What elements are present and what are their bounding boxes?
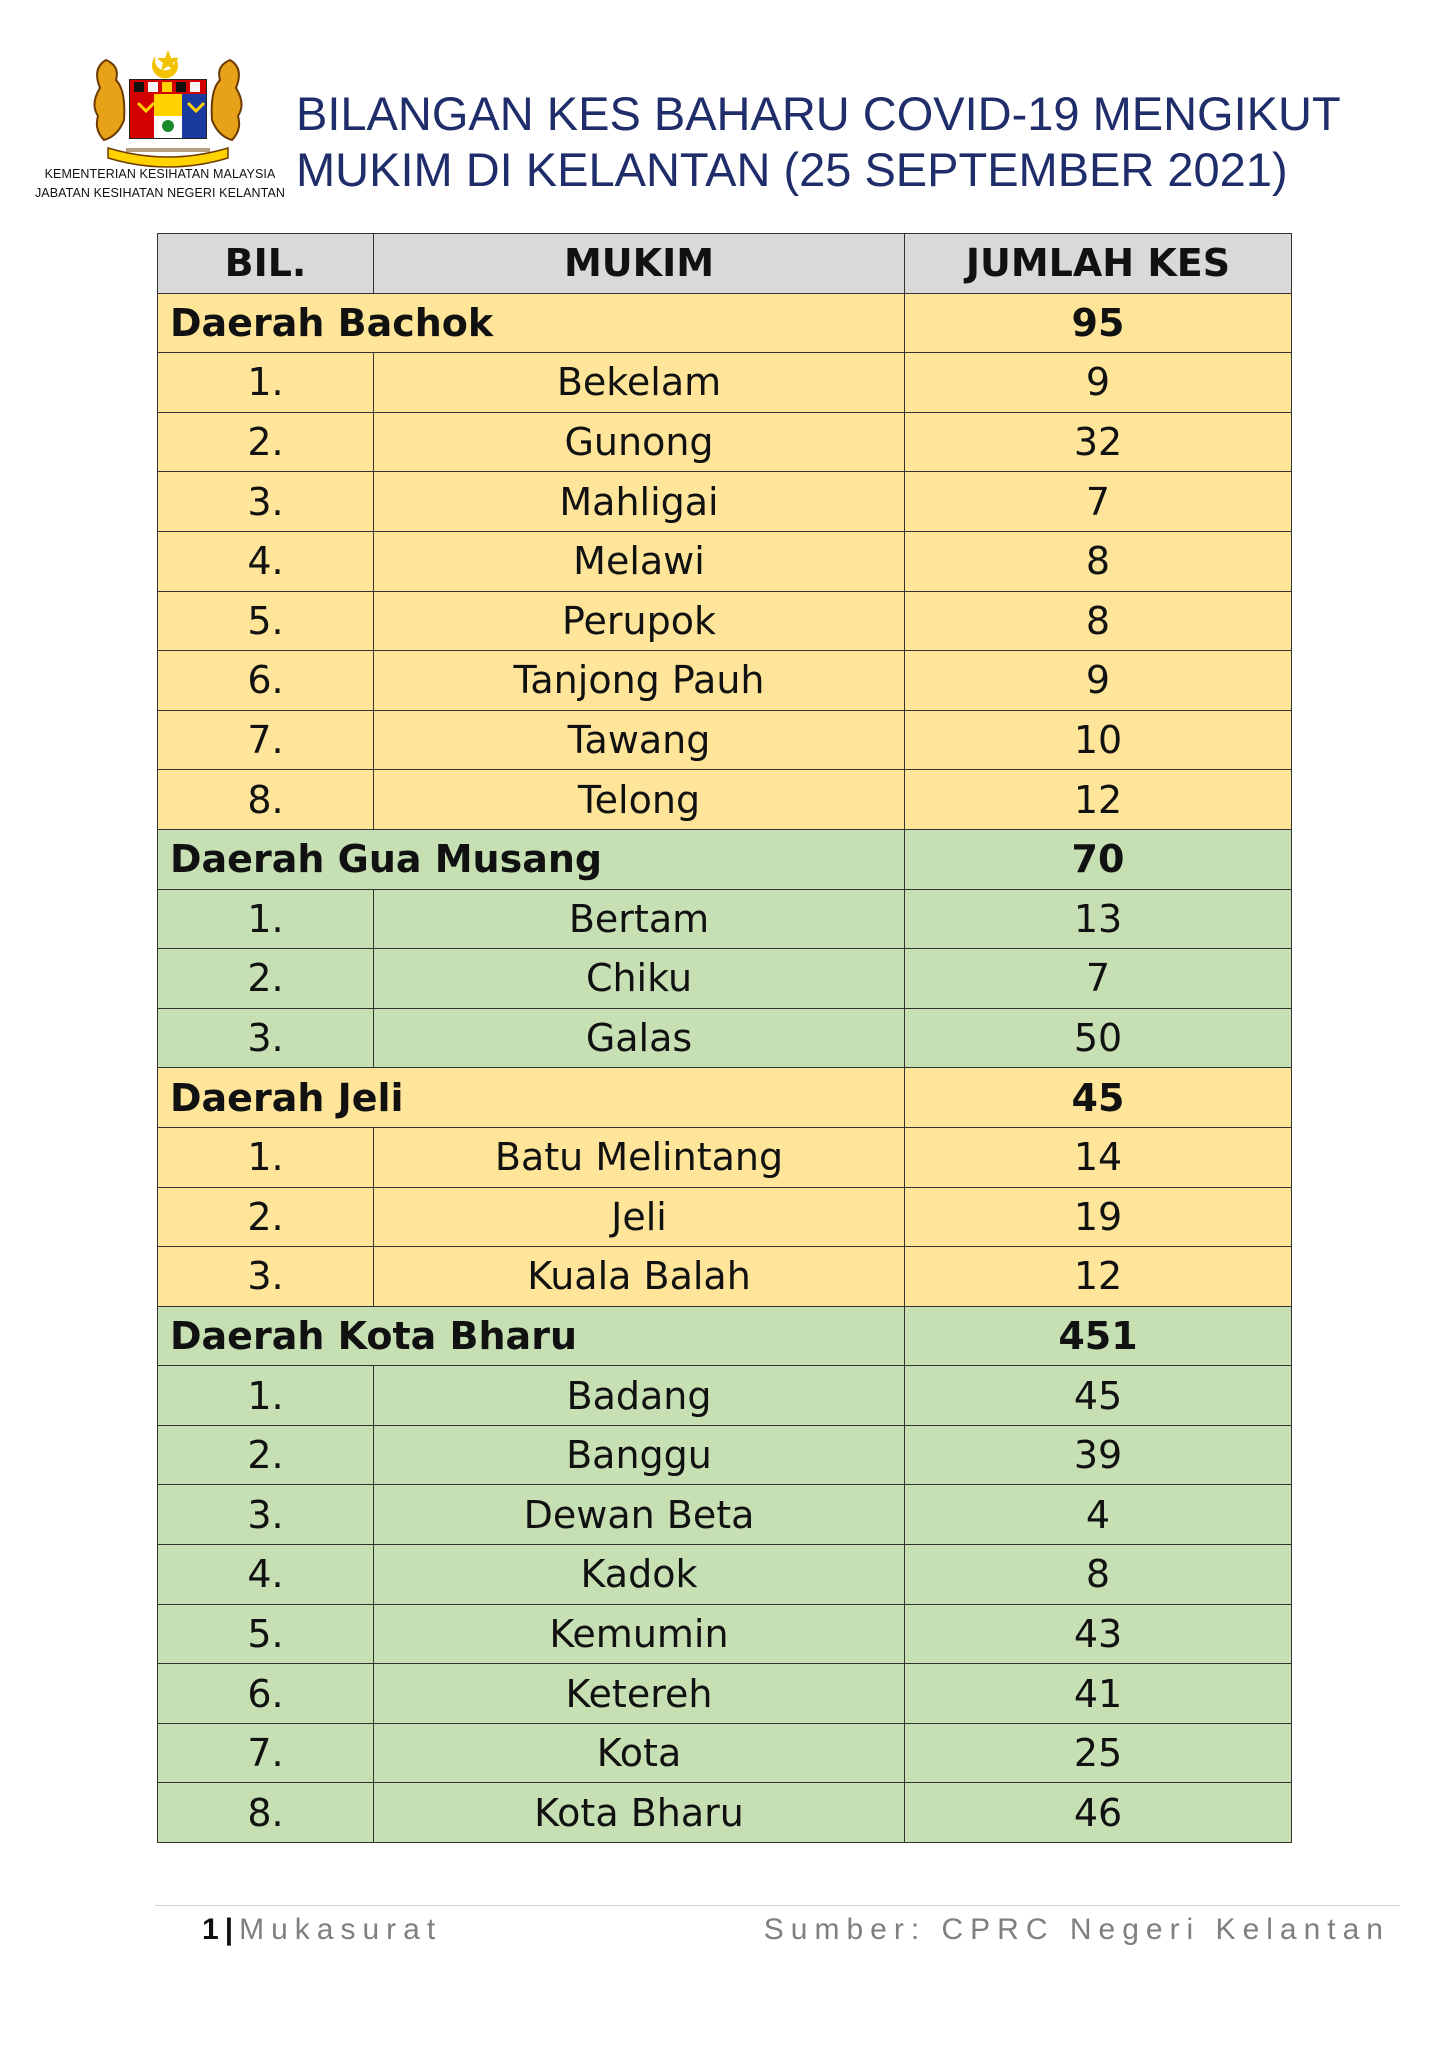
row-number: 2. xyxy=(158,1425,374,1485)
table-row xyxy=(158,770,1292,830)
row-number: 1. xyxy=(158,1127,374,1187)
title-line-1: BILANGAN KES BAHARU COVID-19 MENGIKUT xyxy=(296,87,1341,140)
table-row xyxy=(158,1008,1292,1068)
case-count: 39 xyxy=(905,1425,1292,1485)
table-row xyxy=(158,412,1292,472)
case-count: 14 xyxy=(905,1127,1292,1187)
district-name: Daerah Jeli xyxy=(158,1068,905,1128)
case-count: 9 xyxy=(905,353,1292,413)
table-row xyxy=(158,889,1292,949)
mukim-name: Banggu xyxy=(374,1425,905,1485)
footer-separator: | xyxy=(224,1913,234,1946)
page-number: 1 xyxy=(202,1913,219,1946)
case-count: 50 xyxy=(905,1008,1292,1068)
mukim-name: Gunong xyxy=(374,412,905,472)
mukim-name: Bertam xyxy=(374,889,905,949)
mukim-name: Badang xyxy=(374,1366,905,1426)
row-number: 1. xyxy=(158,353,374,413)
row-number: 4. xyxy=(158,1545,374,1605)
district-row xyxy=(158,829,1292,889)
footer-divider xyxy=(155,1905,1400,1906)
table-row xyxy=(158,710,1292,770)
case-count: 46 xyxy=(905,1783,1292,1843)
case-count: 7 xyxy=(905,949,1292,1009)
case-count: 32 xyxy=(905,412,1292,472)
row-number: 3. xyxy=(158,1485,374,1545)
column-header-jumlah: JUMLAH KES xyxy=(905,234,1292,294)
mukim-name: Perupok xyxy=(374,591,905,651)
cases-table xyxy=(157,233,1292,1843)
case-count: 13 xyxy=(905,889,1292,949)
table-row xyxy=(158,949,1292,1009)
column-header-bil: BIL. xyxy=(158,234,374,294)
mukim-name: Telong xyxy=(374,770,905,830)
case-count: 25 xyxy=(905,1723,1292,1783)
page-footer xyxy=(202,1913,442,1947)
mukim-name: Kota Bharu xyxy=(374,1783,905,1843)
table-row xyxy=(158,353,1292,413)
mukim-name: Kota xyxy=(374,1723,905,1783)
case-count: 43 xyxy=(905,1604,1292,1664)
row-number: 2. xyxy=(158,1187,374,1247)
mukim-name: Melawi xyxy=(374,531,905,591)
table-row xyxy=(158,1485,1292,1545)
district-row xyxy=(158,293,1292,353)
mukim-name: Kemumin xyxy=(374,1604,905,1664)
row-number: 2. xyxy=(158,949,374,1009)
district-row xyxy=(158,1068,1292,1128)
row-number: 4. xyxy=(158,531,374,591)
table-row xyxy=(158,472,1292,532)
row-number: 1. xyxy=(158,889,374,949)
page-label: Mukasurat xyxy=(239,1913,443,1946)
table-row xyxy=(158,1783,1292,1843)
row-number: 5. xyxy=(158,1604,374,1664)
table-row xyxy=(158,1723,1292,1783)
case-count: 19 xyxy=(905,1187,1292,1247)
row-number: 3. xyxy=(158,1247,374,1307)
table-body xyxy=(158,293,1292,1842)
case-count: 8 xyxy=(905,591,1292,651)
district-name: Daerah Kota Bharu xyxy=(158,1306,905,1366)
case-count: 9 xyxy=(905,651,1292,711)
table-row xyxy=(158,1545,1292,1605)
mukim-name: Bekelam xyxy=(374,353,905,413)
title-line-2: MUKIM DI KELANTAN (25 SEPTEMBER 2021) xyxy=(296,143,1288,196)
column-header-mukim: MUKIM xyxy=(374,234,905,294)
case-count: 12 xyxy=(905,1247,1292,1307)
page-title xyxy=(296,86,1416,198)
mukim-name: Batu Melintang xyxy=(374,1127,905,1187)
mukim-name: Ketereh xyxy=(374,1664,905,1724)
district-name: Daerah Bachok xyxy=(158,293,905,353)
case-count: 8 xyxy=(905,1545,1292,1605)
table-row xyxy=(158,651,1292,711)
mukim-name: Jeli xyxy=(374,1187,905,1247)
case-count: 8 xyxy=(905,531,1292,591)
row-number: 8. xyxy=(158,770,374,830)
table-row xyxy=(158,591,1292,651)
document-header xyxy=(0,0,1448,225)
table-row xyxy=(158,1127,1292,1187)
table-row xyxy=(158,1187,1292,1247)
ministry-name: KEMENTERIAN KESIHATAN MALAYSIA xyxy=(44,167,276,181)
district-name: Daerah Gua Musang xyxy=(158,829,905,889)
department-name: JABATAN KESIHATAN NEGERI KELANTAN xyxy=(34,186,286,200)
table-row xyxy=(158,1664,1292,1724)
coat-of-arms-logo xyxy=(78,48,258,168)
table-header-row xyxy=(158,234,1292,294)
table-row xyxy=(158,1604,1292,1664)
mukim-name: Kuala Balah xyxy=(374,1247,905,1307)
table-row xyxy=(158,531,1292,591)
case-count: 7 xyxy=(905,472,1292,532)
mukim-name: Mahligai xyxy=(374,472,905,532)
row-number: 3. xyxy=(158,1008,374,1068)
case-count: 12 xyxy=(905,770,1292,830)
source-credit: Sumber: CPRC Negeri Kelantan xyxy=(763,1913,1390,1946)
district-total: 70 xyxy=(905,829,1292,889)
row-number: 6. xyxy=(158,651,374,711)
district-total: 451 xyxy=(905,1306,1292,1366)
row-number: 1. xyxy=(158,1366,374,1426)
district-total: 45 xyxy=(905,1068,1292,1128)
table-row xyxy=(158,1366,1292,1426)
case-count: 4 xyxy=(905,1485,1292,1545)
case-count: 45 xyxy=(905,1366,1292,1426)
district-row xyxy=(158,1306,1292,1366)
row-number: 2. xyxy=(158,412,374,472)
case-count: 10 xyxy=(905,710,1292,770)
row-number: 7. xyxy=(158,1723,374,1783)
table-row xyxy=(158,1425,1292,1485)
table-row xyxy=(158,1247,1292,1307)
mukim-name: Galas xyxy=(374,1008,905,1068)
row-number: 7. xyxy=(158,710,374,770)
row-number: 3. xyxy=(158,472,374,532)
mukim-name: Dewan Beta xyxy=(374,1485,905,1545)
mukim-name: Kadok xyxy=(374,1545,905,1605)
row-number: 6. xyxy=(158,1664,374,1724)
district-total: 95 xyxy=(905,293,1292,353)
mukim-name: Tawang xyxy=(374,710,905,770)
mukim-name: Tanjong Pauh xyxy=(374,651,905,711)
row-number: 5. xyxy=(158,591,374,651)
mukim-name: Chiku xyxy=(374,949,905,1009)
row-number: 8. xyxy=(158,1783,374,1843)
case-count: 41 xyxy=(905,1664,1292,1724)
